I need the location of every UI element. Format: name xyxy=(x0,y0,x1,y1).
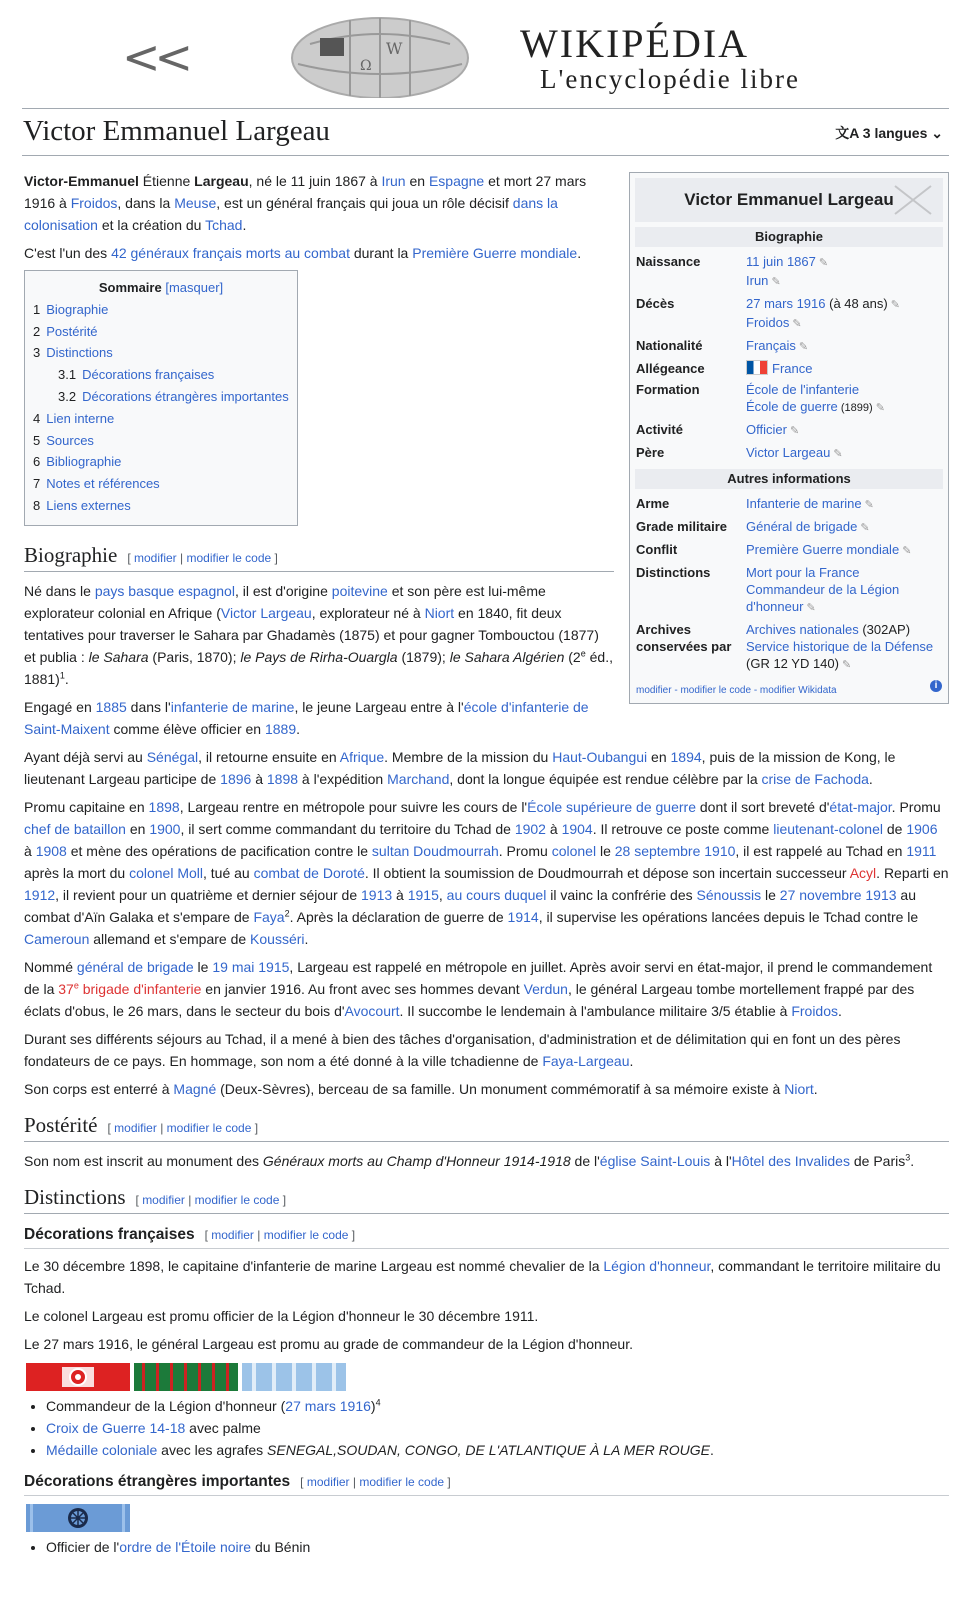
toc-toggle-link[interactable]: [masquer] xyxy=(165,280,224,295)
wiki-link[interactable]: Kousséri xyxy=(250,930,305,947)
wiki-link[interactable]: Afrique xyxy=(339,748,385,765)
decor-paragraph: Le 27 mars 1916, le général Largeau est promu au grade de commandeur de la Légion d'honneur. xyxy=(24,1335,633,1352)
section-heading-decorations-francaises: Décorations françaises [ modifier | modifier le code ] xyxy=(24,1224,949,1249)
wiki-link[interactable]: Froidos xyxy=(70,195,118,211)
list-item: • Médaille coloniale avec les agrafes SENEGAL,SOUDAN, CONGO, DE L'ATLANTIQUE À LA MER ROUGE. xyxy=(46,1439,949,1461)
wiki-link[interactable]: 1900 xyxy=(149,820,181,837)
wiki-link[interactable]: Officier xyxy=(746,422,787,437)
pencil-icon[interactable]: ✎ xyxy=(857,522,870,534)
svg-text:Ω: Ω xyxy=(360,58,372,74)
wiki-link[interactable]: Faya-Largeau xyxy=(542,1052,630,1069)
language-button-label: 3 langues xyxy=(862,125,928,141)
toc-item[interactable]: 8 Liens externes xyxy=(33,497,131,513)
croix-de-guerre-ribbon-icon xyxy=(134,1363,238,1391)
wiki-link[interactable]: 1894 xyxy=(670,748,702,765)
wiki-link[interactable]: Marchand xyxy=(387,770,450,787)
infobox-row: Formation École de l'infanterie École de guerre (1899) ✎ xyxy=(636,382,885,414)
wiki-link[interactable]: 28 septembre 1910 xyxy=(614,842,736,859)
svg-text:W: W xyxy=(386,39,403,58)
wiki-link[interactable]: école d'infanterie de Saint-Maixent xyxy=(24,698,589,737)
ribbons-row xyxy=(26,1504,949,1532)
edit-links: [ modifier | modifier le code ] xyxy=(107,1120,259,1135)
pencil-icon[interactable]: ✎ xyxy=(899,545,912,557)
red-link[interactable]: Acyl xyxy=(849,864,877,881)
section-heading-decorations-etrangeres: Décorations étrangères importantes [ modifier | modifier le code ] xyxy=(24,1471,949,1496)
wiki-link[interactable]: combat de Doroté xyxy=(253,864,365,881)
wiki-link[interactable]: 27 mars 1916 xyxy=(746,296,826,311)
wiki-link[interactable]: Première Guerre mondiale xyxy=(412,245,578,261)
bio-paragraph: Engagé en 1885 dans l'infanterie de marine, le jeune Largeau entre à l'école d'infanterie de Saint-Maixent comme élève officier en 1889. xyxy=(24,698,589,737)
wiki-link[interactable]: Croix de Guerre 14-18 xyxy=(46,1419,186,1436)
wiki-link[interactable]: 27 novembre 1913 xyxy=(779,886,897,903)
site-header xyxy=(22,0,949,109)
posterite-paragraph: Son nom est inscrit au monument des Généraux morts au Champ d'Honneur 1914-1918 de l'église Saint-Louis à l'Hôtel des Invalides de Paris$^3$. xyxy=(24,1152,915,1169)
list-item: • Croix de Guerre 14-18 avec palme xyxy=(46,1417,949,1439)
wiki-link[interactable]: crise de Fachoda xyxy=(761,770,869,787)
wiki-link[interactable]: 1889 xyxy=(264,720,297,737)
edit-link[interactable]: modifier xyxy=(306,1474,350,1489)
wiki-link[interactable]: Première Guerre mondiale xyxy=(746,542,900,557)
pencil-icon[interactable]: ✎ xyxy=(789,318,802,330)
wiki-link[interactable]: Niort xyxy=(784,1080,814,1097)
pencil-icon[interactable]: ✎ xyxy=(872,402,885,414)
infobox-title: Victor Emmanuel Largeau xyxy=(635,178,943,222)
intro-paragraph-1: Victor-Emmanuel Étienne Largeau, né le 11 juin 1867 à Irun en Espagne et mort 27 mars 1916 à Froidos, dans la Meuse, est un général français qui joua un rôle décisif dans la colonisation et la création du Tchad. xyxy=(24,173,587,233)
infobox-section-autres: Autres informations xyxy=(635,469,943,489)
decorations-fr-list xyxy=(46,1395,949,1461)
wiki-link[interactable]: 1898 xyxy=(148,798,180,815)
wiki-link[interactable]: École de l'infanterie xyxy=(746,382,860,397)
infobox-row: Conflit Première Guerre mondiale ✎ xyxy=(636,542,912,557)
edit-links: [ modifier | modifier le code ] xyxy=(204,1227,356,1242)
wiki-link[interactable]: Légion d'honneur xyxy=(603,1257,711,1274)
wiki-link[interactable]: École supérieure de guerre xyxy=(527,798,696,815)
pencil-icon[interactable]: ✎ xyxy=(830,448,843,460)
edit-code-link[interactable]: modifier le code xyxy=(166,1120,252,1135)
wiki-link[interactable]: général de brigade xyxy=(76,958,194,975)
edit-links: [ modifier | modifier le code ] xyxy=(300,1474,451,1489)
decor-paragraph: Le colonel Largeau est promu officier de la Légion d'honneur le 30 décembre 1911. xyxy=(24,1307,539,1324)
toc-item[interactable]: 1 Biographie xyxy=(33,301,109,317)
wiki-link[interactable]: ordre de l'Étoile noire xyxy=(119,1538,252,1555)
chevron-down-icon: ⌄ xyxy=(927,125,943,141)
pencil-icon[interactable]: ✎ xyxy=(786,425,800,437)
wiki-link[interactable]: École de guerre xyxy=(746,399,838,414)
etoile-noire-ribbon-icon xyxy=(26,1504,130,1532)
infobox-row: Décès 27 mars 1916 (à 48 ans) ✎ Froidos ✎ xyxy=(636,296,900,330)
pencil-icon[interactable]: ✎ xyxy=(795,341,809,353)
list-item: • Officier de l'ordre de l'Étoile noire du Bénin xyxy=(46,1536,949,1558)
wiki-link[interactable]: Faya xyxy=(253,908,285,925)
wiki-link[interactable]: 19 mai 1915 xyxy=(212,958,290,975)
wiki-link[interactable]: 1914 xyxy=(507,908,539,925)
wiki-link[interactable]: pays basque espagnol xyxy=(94,582,235,599)
france-flag-icon xyxy=(746,360,768,375)
section-heading-distinctions: Distinctions [ modifier | modifier le code ] xyxy=(24,1186,949,1214)
wiki-link[interactable]: 1915 xyxy=(407,886,439,903)
toc-item[interactable]: 4 Lien interne xyxy=(33,410,115,426)
bio-paragraph: Né dans le pays basque espagnol, il est d'origine poitevine et son père est lui-même explorateur colonial en Afrique (Victor Largeau, explorateur né à Niort en 1840, fit deux tentatives pour traverser le Sahara par Ghadamès (1875) et pour gagner Tombouctou (1877) et publia : le Sahara (Paris, 1870); le Pays de Rirha-Ouargla (1879); le Sahara Algérien (2e éd., 1881)$^1$. xyxy=(24,582,613,687)
pencil-icon[interactable]: ✎ xyxy=(803,602,816,614)
wiki-link[interactable]: Archives nationales xyxy=(746,622,859,637)
infobox-section-biographie: Biographie xyxy=(635,227,943,247)
edit-code-link[interactable]: modifier le code xyxy=(359,1474,445,1489)
edit-link[interactable]: modifier xyxy=(211,1227,254,1242)
wiki-link[interactable]: 1902 xyxy=(514,820,546,837)
red-link[interactable]: brigade d'infanterie xyxy=(78,980,202,997)
wiki-link[interactable]: Mort pour la France xyxy=(746,565,860,580)
wiki-link[interactable]: Haut-Oubangui xyxy=(552,748,648,765)
wiki-link[interactable]: 1912 xyxy=(24,886,56,903)
infobox-row: Père Victor Largeau ✎ xyxy=(636,445,843,460)
wiki-link[interactable]: Froidos xyxy=(791,1002,838,1019)
edit-link[interactable]: modifier xyxy=(133,550,177,565)
wiki-link[interactable]: Sénoussis xyxy=(696,886,762,903)
page-title: Victor Emmanuel Largeau xyxy=(23,115,330,147)
wiki-link[interactable]: 42 généraux français morts au combat xyxy=(111,245,350,261)
decor-paragraph: Le 30 décembre 1898, le capitaine d'infanterie de marine Largeau est nommé chevalier de la Légion d'honneur, commandant le territoire militaire du Tchad. xyxy=(24,1257,941,1296)
wiki-link[interactable]: Commandeur de la Légion d'honneur xyxy=(746,582,900,614)
crossed-swords-icon xyxy=(891,182,935,218)
infobox-row: Archives conservées par Archives nationales (302AP) Service historique de la Défense (GR 12 YD 140) ✎ xyxy=(636,622,934,671)
wiki-link[interactable]: Meuse xyxy=(174,195,217,211)
wiki-link[interactable]: Général de brigade xyxy=(746,519,858,534)
wiki-link[interactable]: Niort xyxy=(424,604,455,621)
infobox-row: Distinctions Mort pour la France Commandeur de la Légion d'honneur ✎ xyxy=(636,565,900,614)
wikipedia-tagline: L'encyclopédie libre xyxy=(540,64,801,94)
wiki-link[interactable]: Victor Largeau xyxy=(220,604,312,621)
wiki-link[interactable]: Espagne xyxy=(428,173,485,189)
infobox-row: Naissance 11 juin 1867 ✎ Irun ✎ xyxy=(636,254,829,288)
wiki-link[interactable]: au cours duquel xyxy=(446,886,547,903)
edit-code-link[interactable]: modifier le code xyxy=(186,550,272,565)
bio-paragraph: Promu capitaine en 1898, Largeau rentre en métropole pour suivre les cours de l'École supérieure de guerre dont il sort breveté d'état-major. Promu chef de bataillon en 1900, il sert comme commandant du territoire du Tchad de 1902 à 1904. Il retrouve ce poste comme lieutenant-colonel de 1906 à 1908 et mène des opérations de pacification contre le sultan Doudmourrah. Promu colonel le 28 septembre 1910, il est rappelé au Tchad en 1911 après la mort du colonel Moll, tué au combat de Doroté. Il obtient la soumission de Doudmourrah et dépose son incertain successeur Acyl. Reparti en 1912, il revient pour un quatrième et dernier séjour de 1913 à 1915, au cours duquel il vainc la confrérie des Sénoussis le 27 novembre 1913 au combat d'Aïn Galaka et s'empare de Faya$^2$. Après la déclaration de guerre de 1914, il supervise les opérations lancées depuis le Tchad contre le Cameroun allemand et s'empare de Kousséri. xyxy=(24,798,949,947)
wiki-link[interactable]: Froidos xyxy=(746,315,790,330)
toc-item[interactable]: 3.2 Décorations étrangères importantes xyxy=(58,388,289,404)
wikipedia-wordmark: WIKIPÉDIA xyxy=(520,21,750,66)
wiki-link[interactable]: 1896 xyxy=(220,770,252,787)
wiki-link[interactable]: Irun xyxy=(746,273,769,288)
toc-item[interactable]: 3 Distinctions xyxy=(33,345,113,361)
toc-title: Sommaire [masquer] xyxy=(98,280,224,295)
title-bar xyxy=(22,109,949,156)
decorations-etr-list xyxy=(46,1536,949,1558)
wiki-link[interactable]: Service historique de la Défense xyxy=(746,639,934,654)
wiki-link[interactable]: 1908 xyxy=(35,842,67,859)
wiki-link[interactable]: 27 mars 1916 xyxy=(285,1397,371,1414)
edit-code-link[interactable]: modifier le code xyxy=(263,1227,349,1242)
section-heading-biographie: Biographie [ modifier | modifier le code ] xyxy=(24,544,614,572)
infobox-row: Nationalité Français ✎ xyxy=(636,338,809,353)
language-button[interactable] xyxy=(835,123,943,143)
infobox-row: Allégeance France xyxy=(636,361,813,376)
wiki-link[interactable]: 1885 xyxy=(95,698,127,715)
wiki-link[interactable]: 1898 xyxy=(266,770,299,787)
wikipedia-globe-logo[interactable] xyxy=(290,14,470,98)
toc-item[interactable]: 3.1 Décorations françaises xyxy=(58,367,215,383)
pencil-icon[interactable]: ✎ xyxy=(815,257,829,269)
back-arrows-icon[interactable]: << xyxy=(122,30,188,84)
wiki-link[interactable]: Magné xyxy=(173,1080,217,1097)
infobox-footer[interactable]: modifier - modifier le code - modifier Wikidata i xyxy=(630,676,948,703)
toc-item[interactable]: 6 Bibliographie xyxy=(33,454,122,470)
bio-paragraph: Son corps est enterré à Magné (Deux-Sèvres), berceau de sa famille. Un monument commémoratif à sa mémoire existe à Niort. xyxy=(24,1080,818,1097)
table-of-contents xyxy=(24,270,298,526)
wiki-link[interactable]: infanterie de marine xyxy=(170,698,295,715)
wiki-link[interactable]: dans la colonisation xyxy=(24,195,558,233)
edit-code-link[interactable]: modifier le code xyxy=(194,1192,280,1207)
wiki-link[interactable]: colonel Moll xyxy=(129,864,203,881)
edit-links: [ modifier | modifier le code ] xyxy=(127,550,278,565)
edit-link[interactable]: modifier xyxy=(114,1120,157,1135)
wiki-link[interactable]: église Saint-Louis xyxy=(599,1152,711,1169)
list-item: • Commandeur de la Légion d'honneur (27 mars 1916)$^4$ xyxy=(46,1395,949,1417)
wiki-link[interactable]: France xyxy=(772,361,813,376)
info-icon[interactable]: i xyxy=(930,680,942,692)
wiki-link[interactable]: Cameroun xyxy=(24,930,90,947)
toc-item[interactable]: 5 Sources xyxy=(33,432,94,448)
legion-honneur-ribbon-icon xyxy=(26,1363,130,1391)
pencil-icon[interactable]: ✎ xyxy=(887,299,900,311)
infobox xyxy=(629,172,949,704)
ribbons-row xyxy=(26,1363,949,1391)
wiki-link[interactable]: Avocourt xyxy=(344,1002,400,1019)
infobox-row: Arme Infanterie de marine ✎ xyxy=(636,496,874,511)
toc-item[interactable]: 7 Notes et références xyxy=(33,476,160,492)
wiki-link[interactable]: Irun xyxy=(381,173,406,189)
wiki-link[interactable]: sultan Doudmourrah xyxy=(371,842,499,859)
wiki-link[interactable]: 1913 xyxy=(361,886,393,903)
wiki-link[interactable]: état-major xyxy=(829,798,892,815)
bio-paragraph: Ayant déjà servi au Sénégal, il retourne ensuite en Afrique. Membre de la mission du Haut-Oubangui en 1894, puis de la mission de Kong, le lieutenant Largeau participe de 1896 à 1898 à l'expédition Marchand, dont la longue équipée est rendue célèbre par la crise de Fachoda. xyxy=(24,748,896,787)
wiki-link[interactable]: poitevine xyxy=(331,582,388,599)
toc-item[interactable]: 2 Postérité xyxy=(33,323,98,339)
wiki-link[interactable]: chef de bataillon xyxy=(24,820,126,837)
medaille-coloniale-ribbon-icon xyxy=(242,1363,346,1391)
wiki-link[interactable]: Tchad xyxy=(205,217,243,233)
wiki-link[interactable]: Infanterie de marine xyxy=(746,496,862,511)
red-link[interactable]: 37 xyxy=(58,980,74,997)
wiki-link[interactable]: 1904 xyxy=(561,820,593,837)
pencil-icon[interactable]: ✎ xyxy=(768,276,781,288)
wiki-link[interactable]: Verdun xyxy=(523,980,568,997)
section-heading-posterite: Postérité [ modifier | modifier le code ] xyxy=(24,1114,949,1142)
wiki-link[interactable]: 11 juin 1867 xyxy=(746,254,816,269)
edit-links: [ modifier | modifier le code ] xyxy=(135,1192,287,1207)
translate-icon: 文A xyxy=(835,125,863,141)
wiki-link[interactable]: colonel xyxy=(551,842,597,859)
pencil-icon[interactable]: ✎ xyxy=(838,659,852,671)
wiki-link[interactable]: 1911 xyxy=(906,842,937,859)
infobox-row: Grade militaire Général de brigade ✎ xyxy=(636,519,870,534)
wiki-link[interactable]: Sénégal xyxy=(146,748,199,765)
pencil-icon[interactable]: ✎ xyxy=(861,499,874,511)
wiki-link[interactable]: Victor Largeau xyxy=(746,445,831,460)
bio-paragraph: Nommé général de brigade le 19 mai 1915, Largeau est rappelé en métropole en juillet. Après avoir servi en état-major, il prend le commandement de la 37e brigade d'infanterie en janvier 1916. Au front avec ses hommes devant Verdun, le général Largeau tombe mortellement frappé par des éclats d'obus, le 26 mars, dans le secteur du bois d'Avocourt. Il succombe le lendemain à l'ambulance militaire 3/5 établie à Froidos. xyxy=(24,958,933,1019)
wiki-link[interactable]: Français xyxy=(746,338,796,353)
infobox-row: Activité Officier ✎ xyxy=(636,422,800,437)
wiki-link[interactable]: Hôtel des Invalides xyxy=(731,1152,850,1169)
intro-paragraph-2: C'est l'un des 42 généraux français morts au combat durant la Première Guerre mondiale. xyxy=(24,245,582,261)
wiki-link[interactable]: Médaille coloniale xyxy=(46,1441,158,1458)
wiki-link[interactable]: lieutenant-colonel xyxy=(773,820,883,837)
wiki-link[interactable]: 1906 xyxy=(906,820,938,837)
bio-paragraph: Durant ses différents séjours au Tchad, il a mené à bien des tâches d'organisation, d'administration et de délimitation qui en font un des pères fondateurs de ce pays. En hommage, son nom a été donné à la ville tchadienne de Faya-Largeau. xyxy=(24,1030,901,1069)
edit-link[interactable]: modifier xyxy=(142,1192,185,1207)
